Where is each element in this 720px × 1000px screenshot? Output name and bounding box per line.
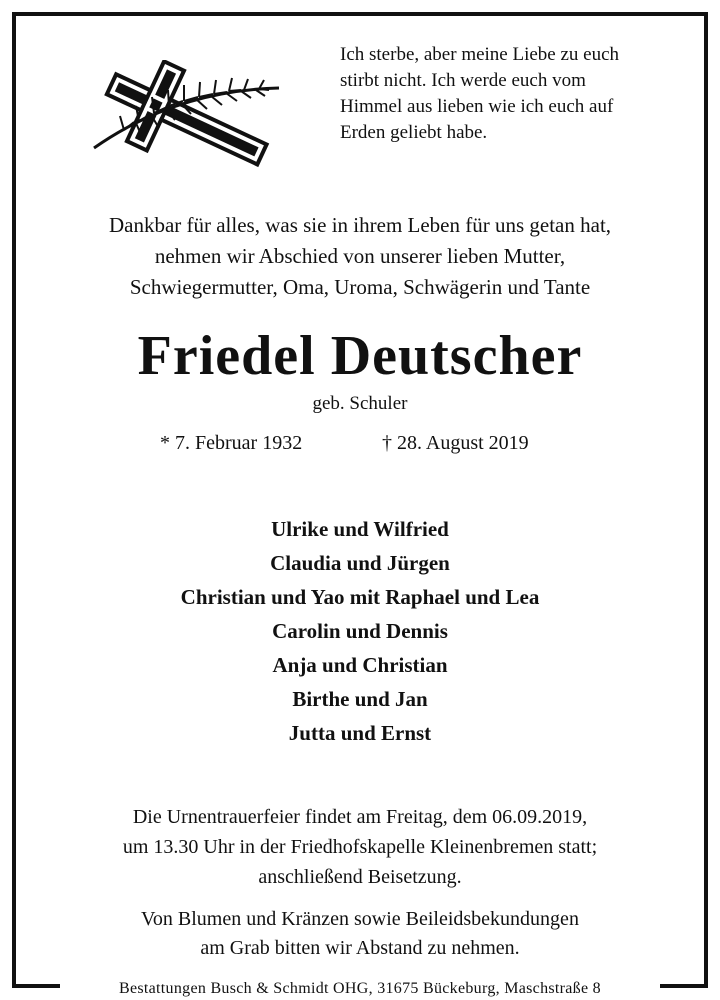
family-member: Birthe und Jan <box>292 687 428 711</box>
intro-text <box>0 210 720 303</box>
quote-line: Himmel aus lieben wie ich euch auf <box>340 96 614 117</box>
deceased-name: Friedel Deutscher <box>137 325 583 387</box>
family-list <box>0 512 720 750</box>
cross-with-palm-branch-icon <box>84 60 284 170</box>
intro-line: Schwiegermutter, Oma, Uroma, Schwägerin und Tante <box>129 275 591 299</box>
quote-line: Erden geliebt habe. <box>340 122 488 143</box>
service-line: anschließend Beisetzung. <box>258 866 462 888</box>
service-line: Die Urnentrauerfeier findet am Freitag, dem 06.09.2019, <box>132 806 588 828</box>
flowers-line: am Grab bitten wir Abstand zu nehmen. <box>200 937 520 959</box>
family-member: Carolin und Dennis <box>272 619 448 643</box>
service-info <box>0 802 720 892</box>
quote-line: Ich sterbe, aber meine Liebe zu euch <box>340 44 620 65</box>
quote-text <box>340 42 685 146</box>
death-date: † 28. August 2019 <box>382 432 529 454</box>
birth-date: * 7. Februar 1932 <box>160 432 303 454</box>
intro-line: Dankbar für alles, was sie in ihrem Leben für uns getan hat, <box>108 213 612 237</box>
family-member: Claudia und Jürgen <box>270 551 450 575</box>
maiden-name: geb. Schuler <box>312 393 408 414</box>
family-member: Christian und Yao mit Raphael und Lea <box>180 585 540 609</box>
flowers-line: Von Blumen und Kränzen sowie Beileidsbekundungen <box>141 908 579 930</box>
undertaker-footer: Bestattungen Busch & Schmidt OHG, 31675 Bückeburg, Maschstraße 8 <box>60 978 660 1000</box>
family-member: Jutta und Ernst <box>288 721 432 745</box>
quote-line: stirbt nicht. Ich werde euch vom <box>340 70 586 91</box>
flowers-request <box>0 905 720 963</box>
family-member: Ulrike und Wilfried <box>271 517 449 541</box>
intro-line: nehmen wir Abschied von unserer lieben Mutter, <box>154 244 566 268</box>
family-member: Anja und Christian <box>272 653 448 677</box>
service-line: um 13.30 Uhr in der Friedhofskapelle Kleinenbremen statt; <box>122 836 598 858</box>
